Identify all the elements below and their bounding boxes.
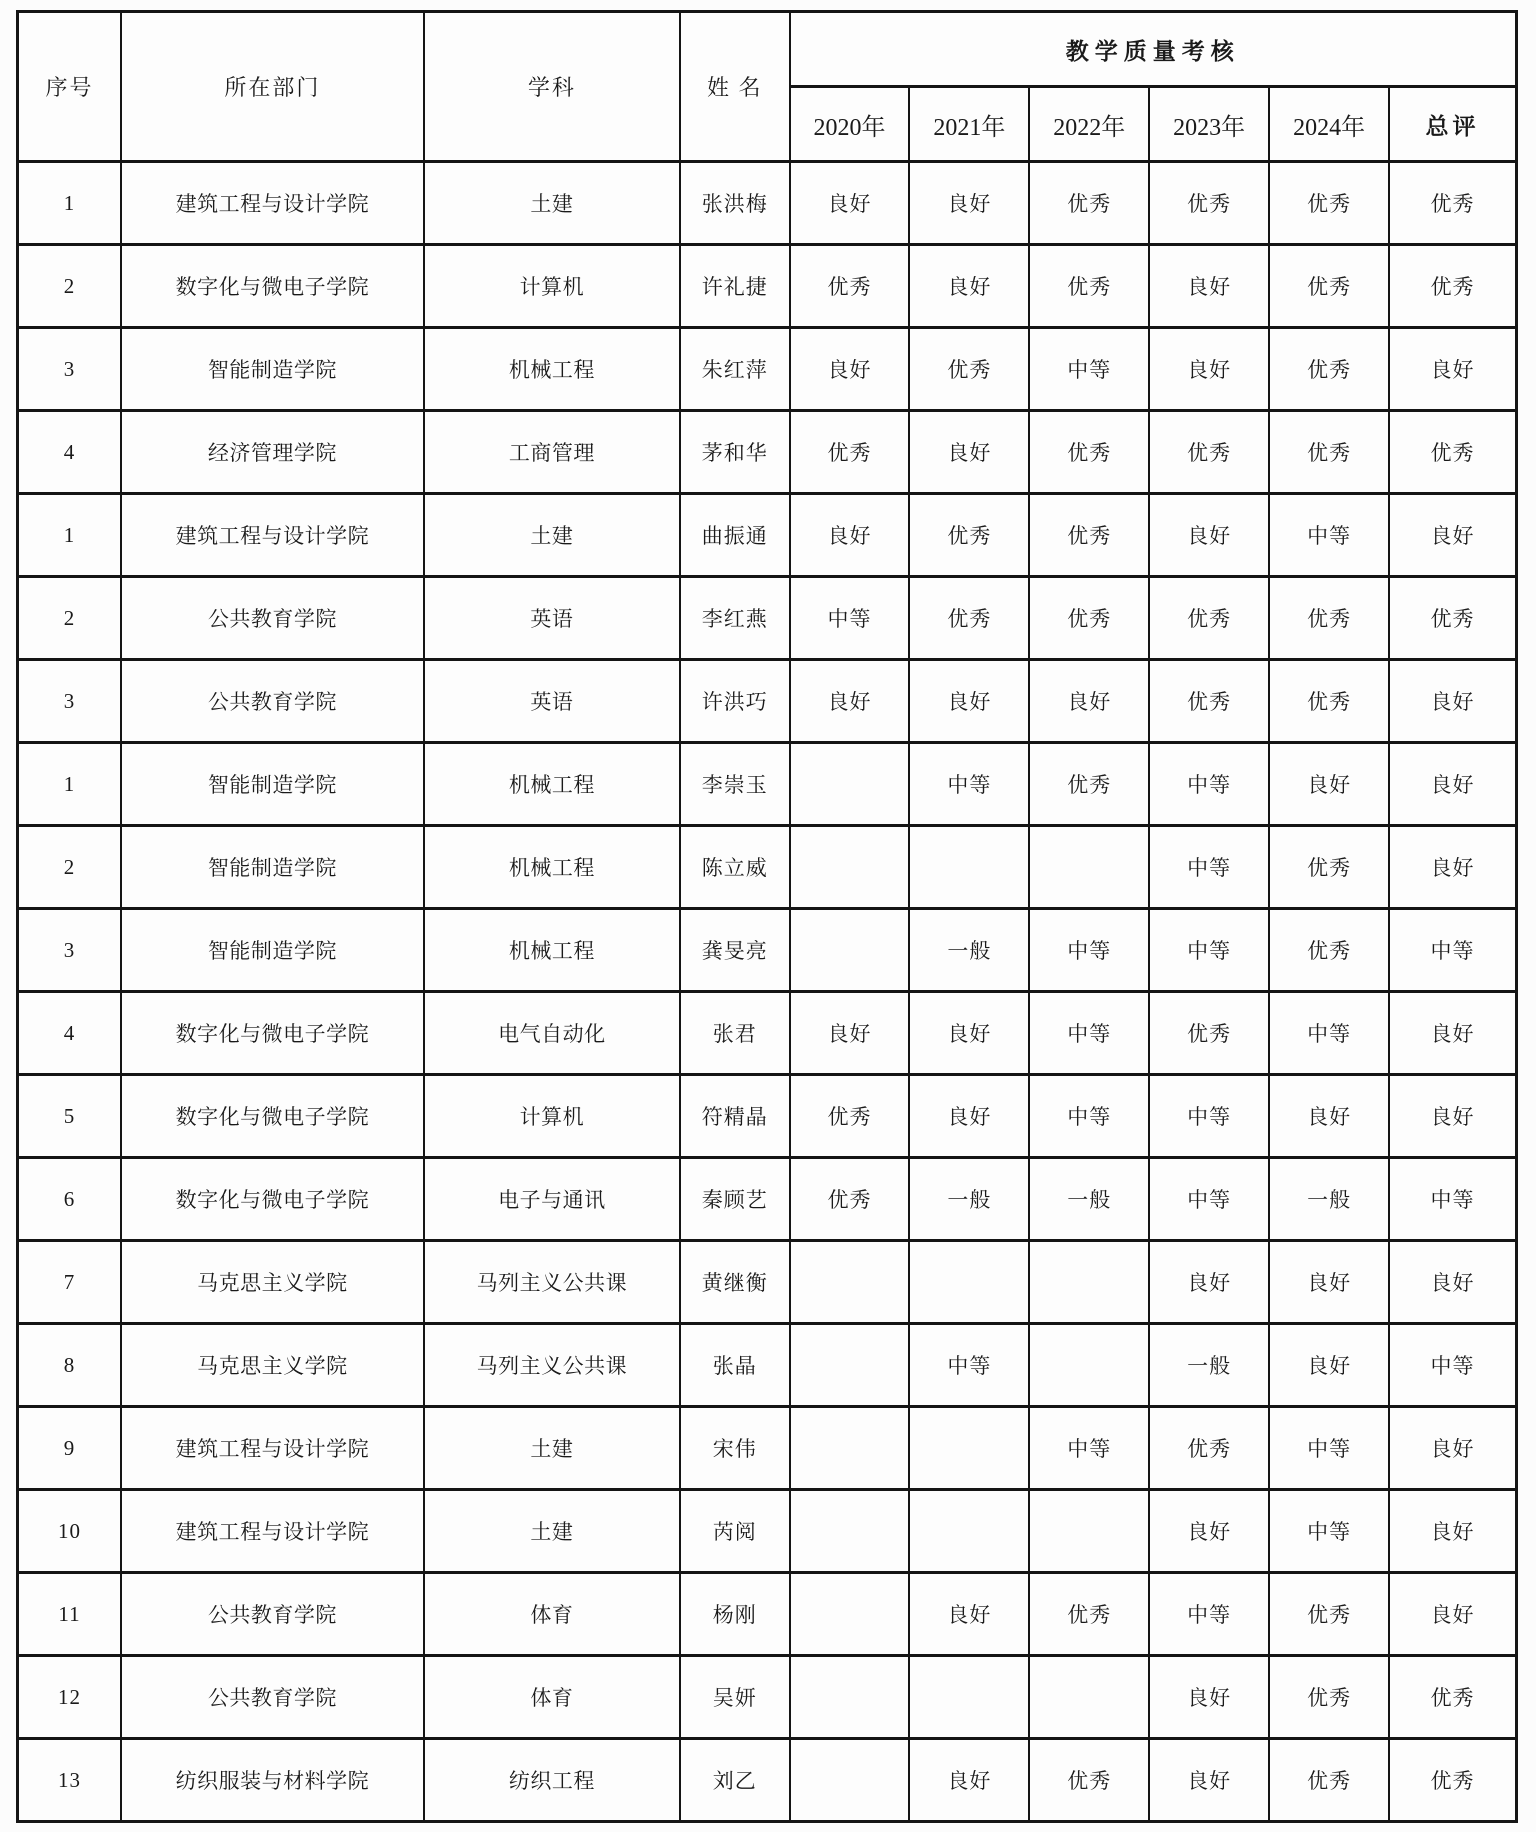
table-row — [18, 1075, 1517, 1158]
cell-subject: 马列主义公共课 — [424, 1324, 680, 1407]
table-row — [18, 1490, 1517, 1573]
cell-2020 — [790, 1656, 910, 1739]
cell-name: 张君 — [680, 992, 789, 1075]
cell-2022 — [1029, 1656, 1149, 1739]
cell-2023: 一般 — [1149, 1324, 1269, 1407]
cell-name: 龚旻亮 — [680, 909, 789, 992]
cell-subject: 英语 — [424, 577, 680, 660]
cell-2021 — [909, 1241, 1029, 1324]
cell-department: 建筑工程与设计学院 — [121, 162, 424, 245]
cell-2024: 优秀 — [1269, 245, 1389, 328]
cell-2021: 良好 — [909, 411, 1029, 494]
cell-overall: 中等 — [1389, 909, 1516, 992]
cell-2022: 中等 — [1029, 328, 1149, 411]
table-header — [18, 12, 1517, 162]
cell-2024: 良好 — [1269, 743, 1389, 826]
cell-2022: 一般 — [1029, 1158, 1149, 1241]
cell-index: 1 — [18, 162, 121, 245]
cell-overall: 中等 — [1389, 1158, 1516, 1241]
cell-2020 — [790, 1573, 910, 1656]
cell-2020 — [790, 1490, 910, 1573]
cell-overall: 良好 — [1389, 743, 1516, 826]
cell-overall: 良好 — [1389, 992, 1516, 1075]
cell-index: 12 — [18, 1656, 121, 1739]
cell-subject: 英语 — [424, 660, 680, 743]
cell-2024: 优秀 — [1269, 1656, 1389, 1739]
cell-2023: 优秀 — [1149, 992, 1269, 1075]
cell-overall: 优秀 — [1389, 162, 1516, 245]
cell-overall: 良好 — [1389, 826, 1516, 909]
cell-index: 4 — [18, 411, 121, 494]
cell-2020: 良好 — [790, 992, 910, 1075]
cell-subject: 电子与通讯 — [424, 1158, 680, 1241]
cell-2024: 优秀 — [1269, 411, 1389, 494]
cell-subject: 计算机 — [424, 1075, 680, 1158]
header-assessment-group: 教学质量考核 — [790, 12, 1517, 87]
cell-2022: 优秀 — [1029, 577, 1149, 660]
cell-2023: 中等 — [1149, 1158, 1269, 1241]
cell-2021 — [909, 1490, 1029, 1573]
cell-name: 茅和华 — [680, 411, 789, 494]
cell-2021: 中等 — [909, 1324, 1029, 1407]
cell-department: 建筑工程与设计学院 — [121, 494, 424, 577]
table-row — [18, 494, 1517, 577]
table-row — [18, 1656, 1517, 1739]
cell-index: 5 — [18, 1075, 121, 1158]
cell-department: 建筑工程与设计学院 — [121, 1490, 424, 1573]
header-department: 所在部门 — [121, 12, 424, 162]
assessment-table — [16, 10, 1518, 1823]
cell-2024: 中等 — [1269, 1490, 1389, 1573]
cell-2021 — [909, 1407, 1029, 1490]
cell-subject: 土建 — [424, 1407, 680, 1490]
cell-department: 公共教育学院 — [121, 660, 424, 743]
cell-subject: 计算机 — [424, 245, 680, 328]
header-name: 姓 名 — [680, 12, 789, 162]
cell-2021: 优秀 — [909, 577, 1029, 660]
cell-index: 3 — [18, 660, 121, 743]
cell-overall: 良好 — [1389, 1490, 1516, 1573]
cell-2021: 良好 — [909, 245, 1029, 328]
table-row — [18, 328, 1517, 411]
cell-2020 — [790, 1739, 910, 1822]
cell-index: 1 — [18, 494, 121, 577]
cell-2020: 优秀 — [790, 411, 910, 494]
cell-2023: 良好 — [1149, 1241, 1269, 1324]
cell-2024: 优秀 — [1269, 577, 1389, 660]
cell-department: 马克思主义学院 — [121, 1241, 424, 1324]
cell-overall: 优秀 — [1389, 577, 1516, 660]
cell-subject: 机械工程 — [424, 909, 680, 992]
cell-overall: 良好 — [1389, 1075, 1516, 1158]
cell-subject: 纺织工程 — [424, 1739, 680, 1822]
cell-department: 数字化与微电子学院 — [121, 1075, 424, 1158]
cell-2020: 良好 — [790, 660, 910, 743]
table-row — [18, 245, 1517, 328]
cell-overall: 优秀 — [1389, 1739, 1516, 1822]
cell-2020 — [790, 1241, 910, 1324]
cell-department: 经济管理学院 — [121, 411, 424, 494]
cell-2022 — [1029, 1324, 1149, 1407]
cell-subject: 工商管理 — [424, 411, 680, 494]
table-row — [18, 743, 1517, 826]
cell-2024: 优秀 — [1269, 1573, 1389, 1656]
cell-2021: 良好 — [909, 1573, 1029, 1656]
cell-name: 陈立威 — [680, 826, 789, 909]
cell-2023: 良好 — [1149, 1739, 1269, 1822]
cell-2021: 良好 — [909, 162, 1029, 245]
cell-name: 吴妍 — [680, 1656, 789, 1739]
header-year-2020: 2020年 — [790, 87, 910, 162]
cell-2023: 优秀 — [1149, 660, 1269, 743]
cell-index: 7 — [18, 1241, 121, 1324]
header-year-2022: 2022年 — [1029, 87, 1149, 162]
table-row — [18, 992, 1517, 1075]
cell-2023: 中等 — [1149, 1075, 1269, 1158]
cell-department: 数字化与微电子学院 — [121, 992, 424, 1075]
cell-2023: 中等 — [1149, 909, 1269, 992]
header-year-2024: 2024年 — [1269, 87, 1389, 162]
cell-overall: 良好 — [1389, 660, 1516, 743]
table-row — [18, 660, 1517, 743]
cell-department: 公共教育学院 — [121, 577, 424, 660]
cell-2020: 优秀 — [790, 245, 910, 328]
cell-2023: 中等 — [1149, 826, 1269, 909]
cell-2020 — [790, 909, 910, 992]
cell-name: 张洪梅 — [680, 162, 789, 245]
cell-2020: 良好 — [790, 494, 910, 577]
cell-subject: 机械工程 — [424, 826, 680, 909]
cell-department: 马克思主义学院 — [121, 1324, 424, 1407]
cell-name: 李红燕 — [680, 577, 789, 660]
cell-department: 纺织服装与材料学院 — [121, 1739, 424, 1822]
cell-index: 2 — [18, 577, 121, 660]
cell-subject: 体育 — [424, 1656, 680, 1739]
cell-2024: 良好 — [1269, 1075, 1389, 1158]
cell-name: 曲振通 — [680, 494, 789, 577]
cell-2022: 优秀 — [1029, 245, 1149, 328]
cell-department: 数字化与微电子学院 — [121, 1158, 424, 1241]
cell-index: 3 — [18, 328, 121, 411]
cell-2022: 优秀 — [1029, 162, 1149, 245]
cell-2020: 良好 — [790, 162, 910, 245]
cell-department: 智能制造学院 — [121, 328, 424, 411]
cell-2021: 良好 — [909, 1075, 1029, 1158]
cell-2021: 优秀 — [909, 328, 1029, 411]
cell-index: 6 — [18, 1158, 121, 1241]
cell-overall: 优秀 — [1389, 411, 1516, 494]
cell-overall: 优秀 — [1389, 1656, 1516, 1739]
table-row — [18, 1407, 1517, 1490]
cell-overall: 良好 — [1389, 1407, 1516, 1490]
cell-2023: 良好 — [1149, 1490, 1269, 1573]
cell-department: 智能制造学院 — [121, 743, 424, 826]
cell-2020 — [790, 1407, 910, 1490]
cell-2020 — [790, 1324, 910, 1407]
cell-2021: 优秀 — [909, 494, 1029, 577]
cell-subject: 机械工程 — [424, 328, 680, 411]
cell-2023: 中等 — [1149, 743, 1269, 826]
cell-2023: 良好 — [1149, 494, 1269, 577]
cell-name: 杨刚 — [680, 1573, 789, 1656]
cell-2024: 中等 — [1269, 494, 1389, 577]
cell-name: 秦顾艺 — [680, 1158, 789, 1241]
header-overall: 总评 — [1389, 87, 1516, 162]
cell-2022 — [1029, 1241, 1149, 1324]
cell-index: 13 — [18, 1739, 121, 1822]
cell-2024: 优秀 — [1269, 826, 1389, 909]
table-row — [18, 1573, 1517, 1656]
cell-subject: 马列主义公共课 — [424, 1241, 680, 1324]
cell-2023: 优秀 — [1149, 162, 1269, 245]
cell-department: 公共教育学院 — [121, 1656, 424, 1739]
header-subject: 学科 — [424, 12, 680, 162]
cell-2020 — [790, 743, 910, 826]
cell-department: 建筑工程与设计学院 — [121, 1407, 424, 1490]
cell-2024: 优秀 — [1269, 328, 1389, 411]
cell-2023: 良好 — [1149, 328, 1269, 411]
cell-2024: 优秀 — [1269, 660, 1389, 743]
cell-name: 朱红萍 — [680, 328, 789, 411]
cell-2023: 优秀 — [1149, 577, 1269, 660]
table-body — [18, 162, 1517, 1822]
cell-index: 2 — [18, 826, 121, 909]
cell-department: 数字化与微电子学院 — [121, 245, 424, 328]
cell-overall: 良好 — [1389, 1573, 1516, 1656]
cell-2023: 良好 — [1149, 245, 1269, 328]
cell-index: 3 — [18, 909, 121, 992]
table-row — [18, 909, 1517, 992]
cell-2020: 良好 — [790, 328, 910, 411]
cell-2024: 一般 — [1269, 1158, 1389, 1241]
cell-2022: 优秀 — [1029, 743, 1149, 826]
cell-2023: 良好 — [1149, 1656, 1269, 1739]
cell-overall: 中等 — [1389, 1324, 1516, 1407]
cell-2020: 优秀 — [790, 1158, 910, 1241]
cell-index: 10 — [18, 1490, 121, 1573]
cell-name: 许洪巧 — [680, 660, 789, 743]
cell-overall: 优秀 — [1389, 245, 1516, 328]
cell-subject: 机械工程 — [424, 743, 680, 826]
table-row — [18, 162, 1517, 245]
cell-subject: 电气自动化 — [424, 992, 680, 1075]
cell-2024: 优秀 — [1269, 1739, 1389, 1822]
cell-2024: 中等 — [1269, 992, 1389, 1075]
cell-subject: 土建 — [424, 494, 680, 577]
cell-overall: 良好 — [1389, 1241, 1516, 1324]
table-row — [18, 1324, 1517, 1407]
cell-2022: 优秀 — [1029, 1739, 1149, 1822]
table-row — [18, 1241, 1517, 1324]
cell-name: 符精晶 — [680, 1075, 789, 1158]
cell-2022: 中等 — [1029, 992, 1149, 1075]
cell-name: 李崇玉 — [680, 743, 789, 826]
table-row — [18, 1158, 1517, 1241]
table-row — [18, 1739, 1517, 1822]
cell-index: 9 — [18, 1407, 121, 1490]
cell-2022: 中等 — [1029, 1407, 1149, 1490]
cell-2021: 良好 — [909, 660, 1029, 743]
cell-index: 8 — [18, 1324, 121, 1407]
cell-index: 4 — [18, 992, 121, 1075]
header-year-2023: 2023年 — [1149, 87, 1269, 162]
cell-2024: 良好 — [1269, 1324, 1389, 1407]
cell-name: 芮阅 — [680, 1490, 789, 1573]
cell-overall: 良好 — [1389, 328, 1516, 411]
cell-index: 1 — [18, 743, 121, 826]
table-row — [18, 577, 1517, 660]
cell-index: 11 — [18, 1573, 121, 1656]
cell-department: 智能制造学院 — [121, 826, 424, 909]
cell-2022: 优秀 — [1029, 494, 1149, 577]
cell-name: 黄继衡 — [680, 1241, 789, 1324]
cell-2022: 中等 — [1029, 909, 1149, 992]
cell-2020: 优秀 — [790, 1075, 910, 1158]
cell-index: 2 — [18, 245, 121, 328]
cell-subject: 土建 — [424, 1490, 680, 1573]
cell-2021: 一般 — [909, 1158, 1029, 1241]
cell-department: 智能制造学院 — [121, 909, 424, 992]
cell-2020: 中等 — [790, 577, 910, 660]
cell-2021 — [909, 1656, 1029, 1739]
cell-2022 — [1029, 1490, 1149, 1573]
cell-2023: 中等 — [1149, 1573, 1269, 1656]
table-row — [18, 826, 1517, 909]
cell-2024: 优秀 — [1269, 909, 1389, 992]
cell-name: 刘乙 — [680, 1739, 789, 1822]
cell-2021 — [909, 826, 1029, 909]
header-year-2021: 2021年 — [909, 87, 1029, 162]
cell-name: 许礼捷 — [680, 245, 789, 328]
cell-2021: 一般 — [909, 909, 1029, 992]
cell-2024: 良好 — [1269, 1241, 1389, 1324]
cell-2020 — [790, 826, 910, 909]
cell-2021: 中等 — [909, 743, 1029, 826]
cell-department: 公共教育学院 — [121, 1573, 424, 1656]
cell-2024: 优秀 — [1269, 162, 1389, 245]
header-row-top — [18, 12, 1517, 87]
cell-2021: 良好 — [909, 1739, 1029, 1822]
cell-2021: 良好 — [909, 992, 1029, 1075]
cell-2022: 中等 — [1029, 1075, 1149, 1158]
cell-2022: 良好 — [1029, 660, 1149, 743]
cell-2022: 优秀 — [1029, 1573, 1149, 1656]
cell-name: 宋伟 — [680, 1407, 789, 1490]
cell-2022: 优秀 — [1029, 411, 1149, 494]
header-index: 序号 — [18, 12, 121, 162]
cell-2022 — [1029, 826, 1149, 909]
cell-name: 张晶 — [680, 1324, 789, 1407]
cell-2023: 优秀 — [1149, 411, 1269, 494]
cell-overall: 良好 — [1389, 494, 1516, 577]
cell-2024: 中等 — [1269, 1407, 1389, 1490]
cell-subject: 体育 — [424, 1573, 680, 1656]
cell-2023: 优秀 — [1149, 1407, 1269, 1490]
table-row — [18, 411, 1517, 494]
cell-subject: 土建 — [424, 162, 680, 245]
